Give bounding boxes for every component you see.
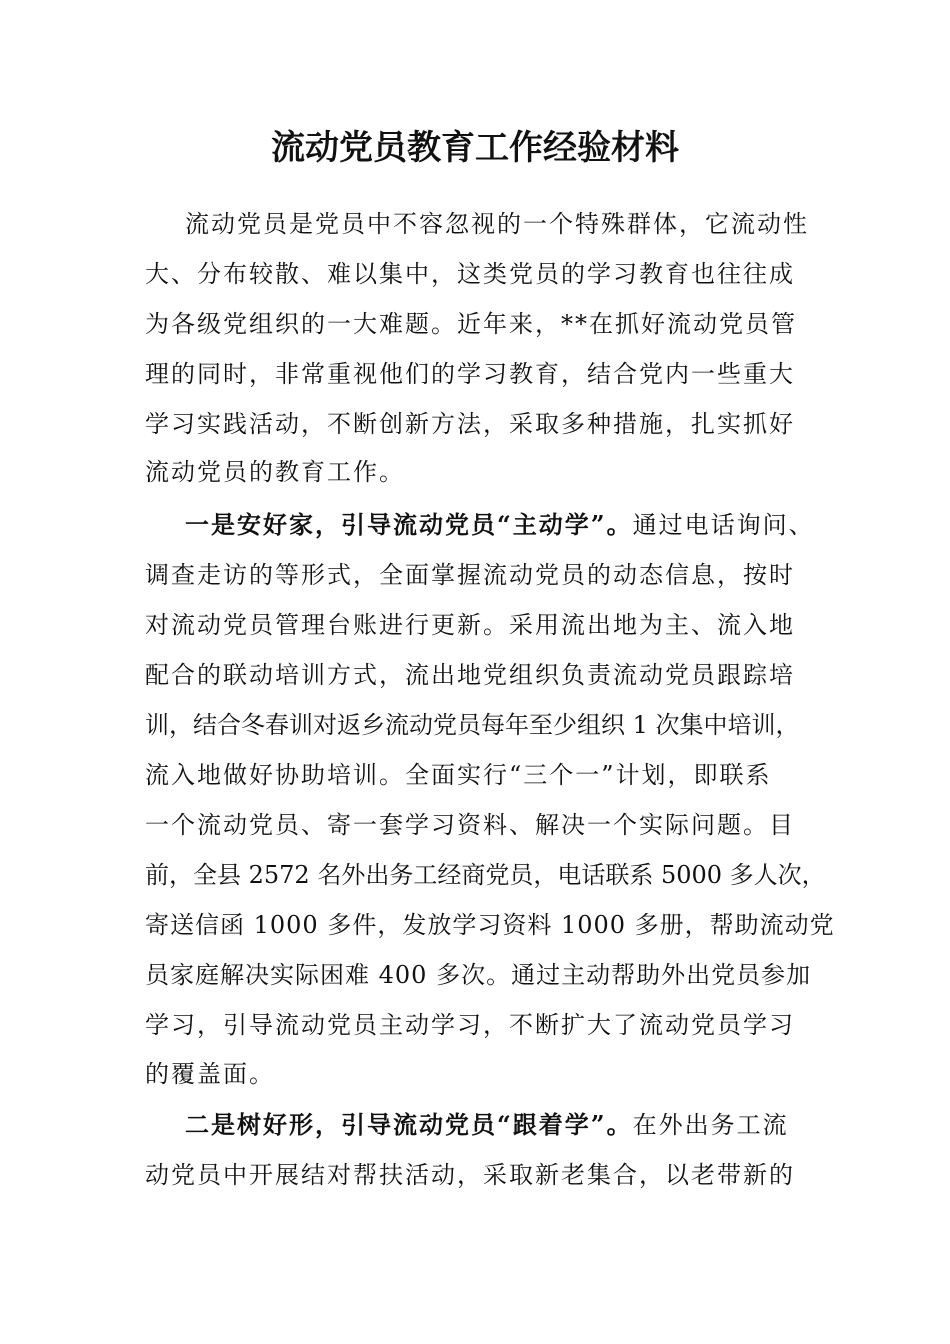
section1-line: 配合的联动培训方式，流出地党组织负责流动党员跟踪培 xyxy=(145,661,795,689)
section1-first-line-text: 通过电话询问、 xyxy=(632,511,815,539)
section1-line: 对流动党员管理台账进行更新。采用流出地为主、流入地 xyxy=(145,611,795,639)
section1-line: 员家庭解决实际困难 400 多次。通过主动帮助外出党员参加 xyxy=(145,961,812,989)
intro-line: 流动党员是党员中不容忽视的一个特殊群体，它流动性 xyxy=(185,210,809,238)
section2-first-line xyxy=(185,1108,825,1142)
intro-line: 流动党员的教育工作。 xyxy=(145,458,405,486)
section1-line: 一个流动党员、寄一套学习资料、解决一个实际问题。目 xyxy=(145,811,795,839)
section1-line: 的覆盖面。 xyxy=(145,1060,275,1088)
section1-line: 寄送信函 1000 多件，发放学习资料 1000 多册，帮助流动党 xyxy=(145,911,835,939)
section1-line: 学习，引导流动党员主动学习，不断扩大了流动党员学习 xyxy=(145,1011,795,1039)
intro-line: 大、分布较散、难以集中，这类党员的学习教育也往往成 xyxy=(145,260,795,288)
section1-first-line xyxy=(185,508,845,542)
section1-line: 训，结合冬春训对返乡流动党员每年至少组织 1 次集中培训， xyxy=(145,711,800,739)
intro-line: 学习实践活动，不断创新方法，采取多种措施，扎实抓好 xyxy=(145,410,795,438)
section2-line: 动党员中开展结对帮扶活动，采取新老集合，以老带新的 xyxy=(145,1161,795,1189)
section2-first-line-text: 在外出务工流 xyxy=(632,1111,789,1139)
section2-heading: 二是树好形，引导流动党员“跟着学”。 xyxy=(185,1110,633,1139)
document-title: 流动党员教育工作经验材料 xyxy=(271,128,679,168)
section1-line: 流入地做好协助培训。全面实行“三个一”计划，即联系 xyxy=(145,761,772,789)
section1-line: 前，全县 2572 名外出务工经商党员，电话联系 5000 多人次， xyxy=(145,861,826,889)
section1-line: 调查走访的等形式，全面掌握流动党员的动态信息，按时 xyxy=(145,561,795,589)
intro-line: 为各级党组织的一大难题。近年来，**在抓好流动党员管 xyxy=(145,310,797,338)
intro-line: 理的同时，非常重视他们的学习教育，结合党内一些重大 xyxy=(145,360,795,388)
section1-heading: 一是安好家，引导流动党员“主动学”。 xyxy=(185,510,633,539)
